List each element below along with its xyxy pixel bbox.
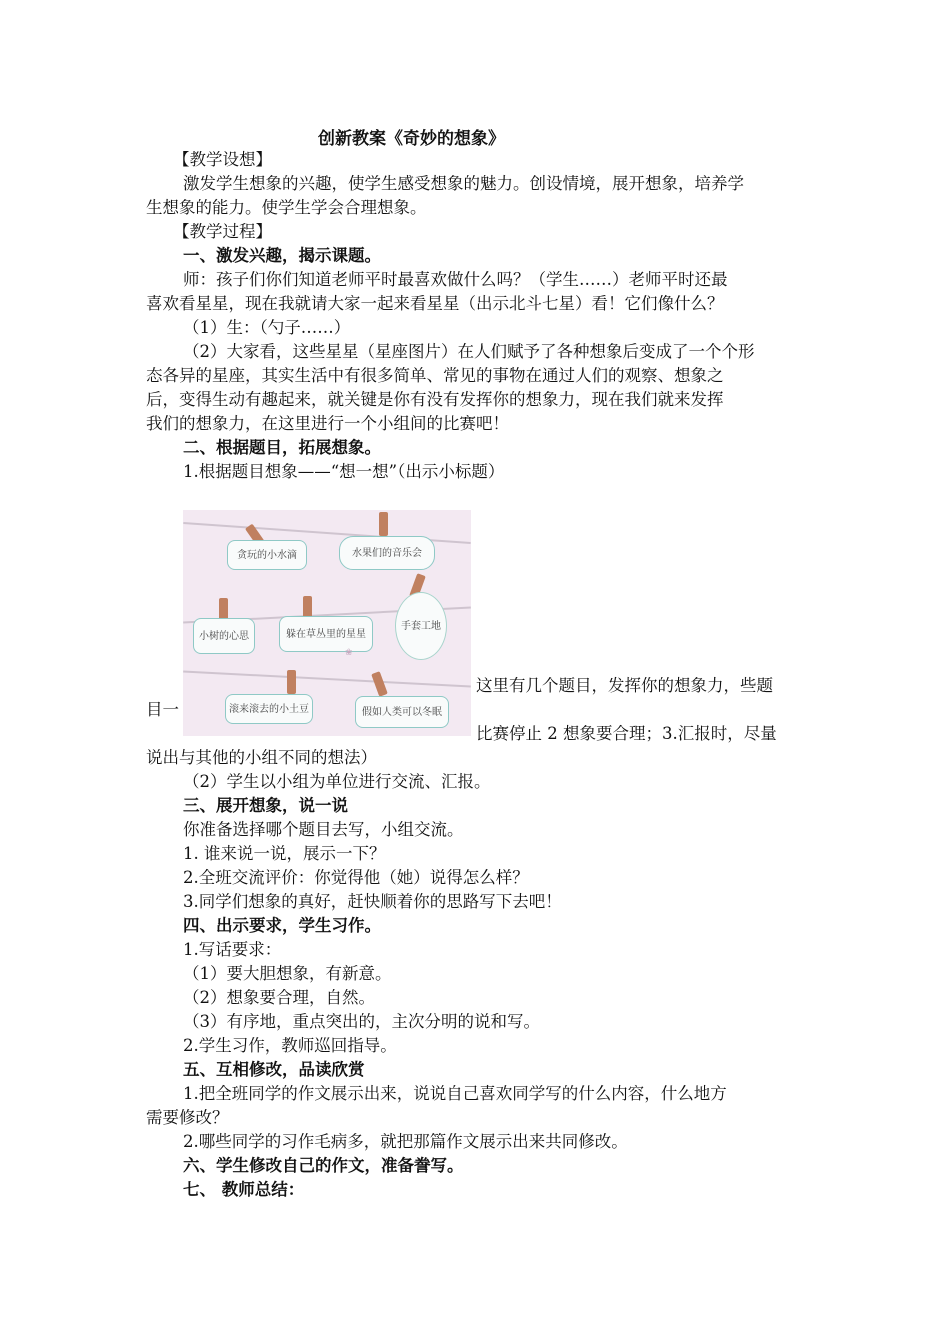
hanging-string <box>183 670 471 687</box>
heading-4: 四、出示要求，学生习作。 <box>183 916 381 935</box>
paragraph-line: 需要修改？ <box>146 1108 229 1127</box>
paragraph-line: （2）想象要合理，自然。 <box>183 988 375 1007</box>
heading-2: 二、根据题目，拓展想象。 <box>183 438 381 457</box>
leaf-icon: ❀ <box>345 648 353 658</box>
clothespin-icon <box>287 670 296 694</box>
paragraph-line: 你准备选择哪个题目去写，小组交流。 <box>183 820 464 839</box>
paragraph-line: 2.全班交流评价：你觉得他（她）说得怎么样？ <box>183 868 529 887</box>
paragraph-line: 生想象的能力。使学生学会合理想象。 <box>146 198 427 217</box>
paragraph-line: （1）生：（勺子……） <box>183 318 351 337</box>
paragraph-line: 比赛停止 2 想象要合理；3.汇报时，尽量 <box>476 724 777 743</box>
topic-card: 手套工地 <box>395 592 447 660</box>
paragraph-line: 我们的想象力，在这里进行一个小组间的比赛吧！ <box>146 414 509 433</box>
heading-5: 五、互相修改，品读欣赏 <box>183 1060 365 1079</box>
paragraph-line: 后，变得生动有趣起来，就关键是你有没有发挥你的想象力，现在我们就来发挥 <box>146 390 724 409</box>
heading-7: 七、 教师总结： <box>183 1180 305 1199</box>
topic-card: 水果们的音乐会 <box>339 536 435 570</box>
paragraph-line: 目一 <box>146 700 179 719</box>
paragraph-line: 说出与其他的小组不同的想法） <box>146 748 377 767</box>
paragraph-line: （2）大家看，这些星星（星座图片）在人们赋予了各种想象后变成了一个个形 <box>183 342 755 361</box>
topic-cards-image <box>183 510 471 736</box>
paragraph-line: 师：孩子们你们知道老师平时最喜欢做什么吗？（学生……）老师平时还最 <box>183 270 728 289</box>
topic-card: 滚来滚去的小土豆 <box>225 694 313 724</box>
topic-card: 贪玩的小水滴 <box>227 540 307 570</box>
paragraph-line: 态各异的星座，其实生活中有很多简单、常见的事物在通过人们的观察、想象之 <box>146 366 724 385</box>
paragraph-line: 1. 谁来说一说，展示一下？ <box>183 844 386 863</box>
topic-card: 小树的心思 <box>193 618 255 654</box>
paragraph-line: 1.写话要求： <box>183 940 282 959</box>
paragraph-line: （1）要大胆想象，有新意。 <box>183 964 392 983</box>
heading-6: 六、学生修改自己的作文，准备誊写。 <box>183 1156 464 1175</box>
paragraph-line: （3）有序地，重点突出的，主次分明的说和写。 <box>183 1012 540 1031</box>
paragraph-line: （2）学生以小组为单位进行交流、汇报。 <box>183 772 491 791</box>
paragraph-line: 这里有几个题目，发挥你的想象力，些题 <box>476 676 773 695</box>
paragraph-line: 1.把全班同学的作文展示出来，说说自己喜欢同学写的什么内容，什么地方 <box>183 1084 727 1103</box>
heading-1: 一、激发兴趣，揭示课题。 <box>183 246 381 265</box>
heading-3: 三、展开想象，说一说 <box>183 796 348 815</box>
paragraph-line: 1.根据题目想象——“想一想”（出示小标题） <box>183 462 505 481</box>
section-label-process: 【教学过程】 <box>173 222 272 241</box>
section-label-design: 【教学设想】 <box>173 150 272 169</box>
paragraph-line: 2.学生习作，教师巡回指导。 <box>183 1036 397 1055</box>
topic-card: 躲在草丛里的星星 <box>279 616 373 652</box>
document-title: 创新教案《奇妙的想象》 <box>318 129 505 149</box>
clothespin-icon <box>379 512 388 536</box>
clothespin-icon <box>371 671 388 697</box>
paragraph-line: 3.同学们想象的真好，赶快顺着你的思路写下去吧！ <box>183 892 562 911</box>
topic-card: 假如人类可以冬眠 <box>355 696 449 728</box>
paragraph-line: 2.哪些同学的习作毛病多，就把那篇作文展示出来共同修改。 <box>183 1132 628 1151</box>
paragraph-line: 激发学生想象的兴趣，使学生感受想象的魅力。创设情境，展开想象，培养学 <box>183 174 744 193</box>
paragraph-line: 喜欢看星星，现在我就请大家一起来看星星（出示北斗七星）看！它们像什么？ <box>146 294 724 313</box>
